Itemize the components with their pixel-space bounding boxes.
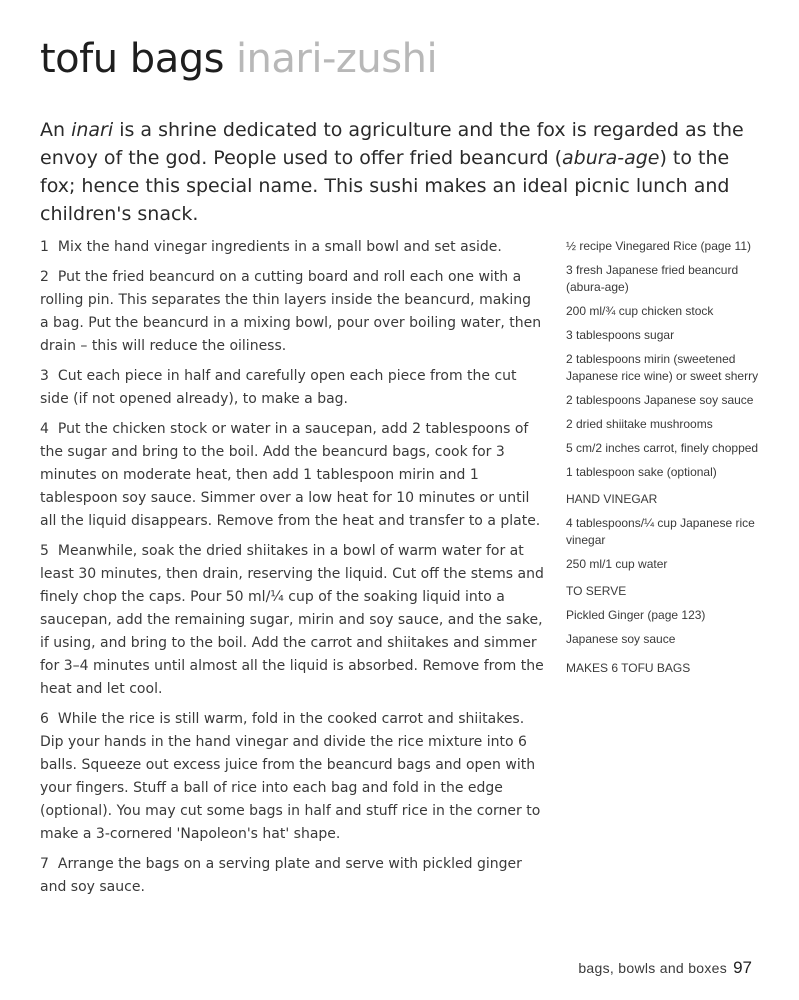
hand-vinegar-heading: HAND VINEGAR [566, 492, 658, 506]
step-4 [40, 418, 544, 533]
step-text: Put the fried beancurd on a cutting board and roll each one with a rolling pin. This separates the thin layers inside the beancurd, making a bag. Put the beancurd in a mixing bowl, pour over boiling water, then drain – this will reduce the oiliness. [40, 269, 542, 354]
ingredient-item: 4 tablespoons/¼ cup Japanese rice vinegar [566, 516, 755, 547]
title-english: tofu bags [40, 36, 224, 82]
step-number: 2 [40, 269, 49, 285]
yield-note: MAKES 6 TOFU BAGS [566, 661, 691, 675]
method-steps [40, 236, 544, 906]
ingredient-item: ½ recipe Vinegared Rice (page 11) [566, 239, 752, 253]
step-1 [40, 236, 544, 259]
to-serve-heading: TO SERVE [566, 584, 627, 598]
ingredient-item: 3 fresh Japanese fried beancurd (abura-age) [566, 263, 739, 294]
step-3 [40, 365, 544, 411]
intro-emphasis-inari: inari [71, 119, 114, 141]
step-2 [40, 266, 544, 358]
step-text: Arrange the bags on a serving plate and serve with pickled ginger and soy sauce. [40, 856, 522, 895]
step-number: 3 [40, 368, 49, 384]
intro-text-1: An [40, 119, 72, 141]
ingredient-item: Japanese soy sauce [566, 632, 676, 646]
section-label: bags, bowls and boxes [578, 960, 728, 976]
ingredient-item: 2 dried shiitake mushrooms [566, 417, 713, 431]
page-footer [578, 958, 752, 978]
page-title [40, 36, 437, 82]
ingredient-item: 200 ml/¾ cup chicken stock [566, 304, 714, 318]
ingredient-item: 250 ml/1 cup water [566, 557, 668, 571]
ingredient-item: 3 tablespoons sugar [566, 328, 675, 342]
intro-text-3: ) to the fox; hence this special name. This sushi makes an ideal picnic lunch and children's snack. [40, 147, 730, 225]
step-number: 7 [40, 856, 49, 872]
step-number: 1 [40, 239, 49, 255]
ingredient-item: 2 tablespoons Japanese soy sauce [566, 393, 754, 407]
ingredient-item: Pickled Ginger (page 123) [566, 608, 706, 622]
step-text: Put the chicken stock or water in a saucepan, add 2 tablespoons of the sugar and bring to the boil. Add the beancurd bags, cook for 3 minutes on moderate heat, then add 1 tablespoon mirin and 1 tablespoon soy sauce. Simmer over a low heat for 10 minutes or until all the liquid disappears. Remove from the heat and transfer to a plate. [40, 421, 541, 529]
title-japanese: inari-zushi [235, 36, 438, 82]
step-number: 5 [40, 543, 49, 559]
page-number: 97 [733, 958, 752, 977]
step-5 [40, 540, 544, 701]
step-text: Meanwhile, soak the dried shiitakes in a bowl of warm water for at least 30 minutes, then drain, reserving the liquid. Cut off the stems and finely chop the caps. Pour 50 ml/¼ cup of the soaking liquid into a saucepan, add the remaining sugar, mirin and soy sauce, and the sake, if using, and bring to the boil. Add the carrot and shiitakes and simmer for 3–4 minutes until almost all the liquid is absorbed. Remove from the heat and let cool. [40, 543, 544, 697]
intro-paragraph [40, 116, 760, 228]
step-text: Mix the hand vinegar ingredients in a small bowl and set aside. [57, 239, 502, 255]
ingredient-item: 2 tablespoons mirin (sweetened Japanese rice wine) or sweet sherry [566, 352, 759, 383]
step-text: Cut each piece in half and carefully open each piece from the cut side (if not opened already), to make a bag. [40, 368, 517, 407]
step-number: 6 [40, 711, 49, 727]
ingredient-item: 5 cm/2 inches carrot, finely chopped [566, 441, 759, 455]
intro-emphasis-abura-age: abura-age [562, 147, 660, 169]
intro-text-2: is a shrine dedicated to agriculture and the fox is regarded as the envoy of the god. People used to offer fried beancurd ( [40, 119, 744, 169]
step-7 [40, 853, 544, 899]
step-6 [40, 708, 544, 846]
ingredient-item: 1 tablespoon sake (optional) [566, 465, 717, 479]
step-number: 4 [40, 421, 49, 437]
ingredients-list [566, 238, 766, 684]
step-text: While the rice is still warm, fold in the cooked carrot and shiitakes. Dip your hands in the hand vinegar and divide the rice mixture into 6 balls. Squeeze out excess juice from the beancurd bags and open with your fingers. Stuff a ball of rice into each bag and fold in the edge (optional). You may cut some bags in half and stuff rice in the corner to make a 3-cornered 'Napoleon's hat' shape. [40, 711, 541, 842]
